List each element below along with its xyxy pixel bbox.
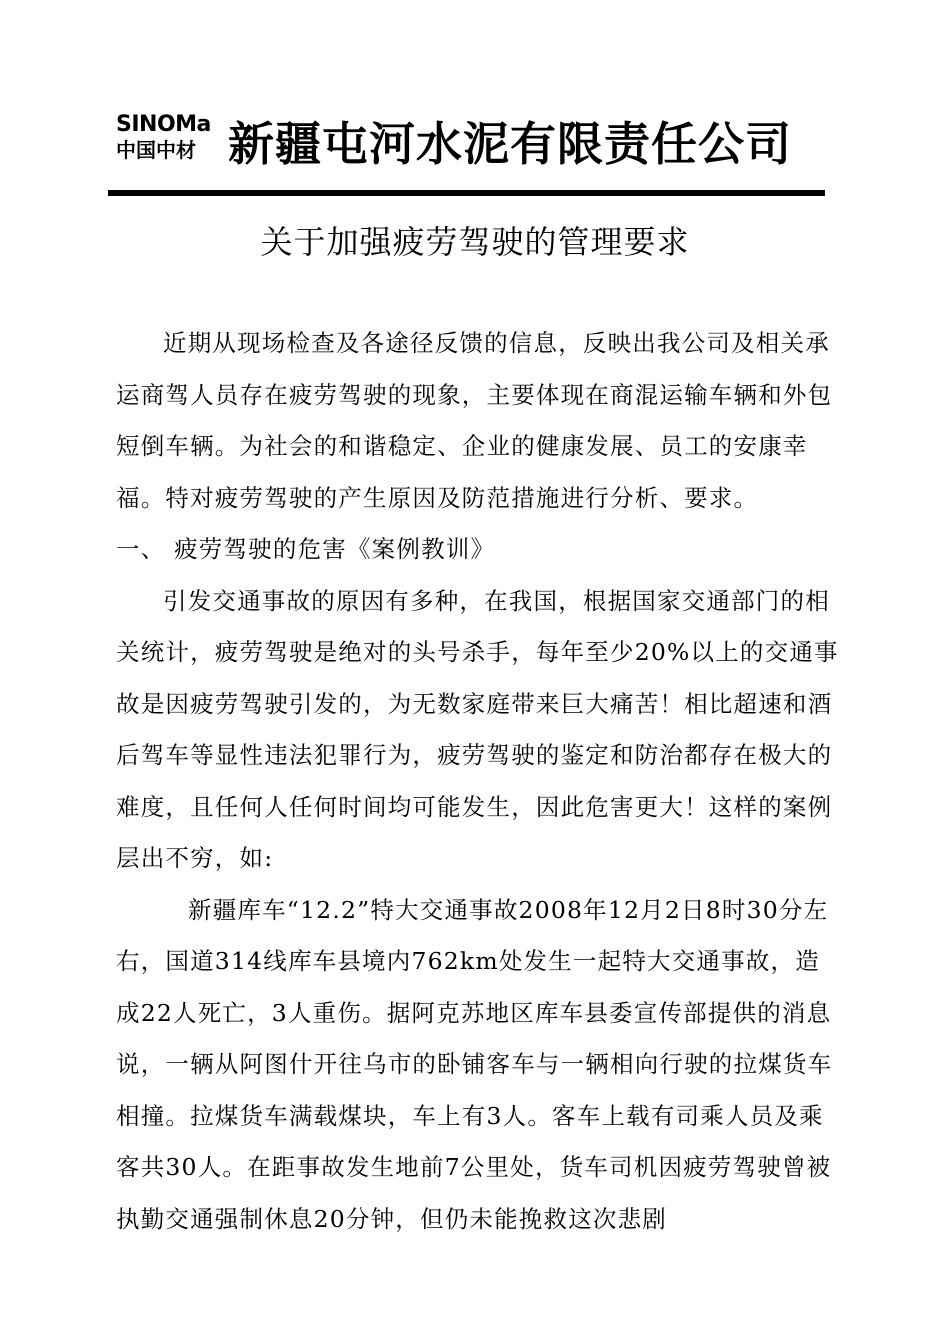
header-divider	[108, 190, 825, 196]
paragraph-case-study: 新疆库车“12.2”特大交通事故2008年12月2日8时30分左右，国道314线库车县境内762km处发生一起特大交通事故，造成22人死亡，3人重伤。据阿克苏地区库车县委宣传部提供的消息说，一辆从阿图什开往乌市的卧铺客车与一辆相向行驶的拉煤货车相撞。拉煤货车满载煤块，车上有3人。客车上载有司乘人员及乘客共30人。在距事故发生地前7公里处，货车司机因疲劳驾驶曾被执勤交通强制休息20分钟，但仍未能挽救这次悲剧	[116, 895, 833, 1233]
letterhead	[108, 112, 824, 182]
paragraph-intro: 近期从现场检查及各途径反馈的信息，反映出我公司及相关承运商驾人员存在疲劳驾驶的现象，主要体现在商混运输车辆和外包短倒车辆。为社会的和谐稳定、企业的健康发展、员工的安康幸福。特对疲劳驾驶的产生原因及防范措施进行分析、要求。	[116, 329, 833, 512]
paragraph-hazards: 引发交通事故的原因有多种，在我国，根据国家交通部门的相关统计，疲劳驾驶是绝对的头号杀手，每年至少20%以上的交通事故是因疲劳驾驶引发的，为无数家庭带来巨大痛苦！相比超速和酒后驾车等显性违法犯罪行为，疲劳驾驶的鉴定和防治都存在极大的难度，且任何人任何时间均可能发生，因此危害更大！这样的案例层出不穷，如:	[116, 586, 839, 872]
document-body	[116, 318, 840, 1245]
section-heading-1: 一、 疲劳驾驶的危害《案例教训》	[116, 535, 496, 563]
company-name: 新疆屯河水泥有限责任公司	[228, 117, 792, 171]
document-title: 关于加强疲劳驾驶的管理要求	[260, 223, 690, 261]
logo-english-text: SINOMa	[116, 112, 211, 137]
sinoma-logo	[116, 112, 231, 168]
logo-chinese-text: 中国中材	[116, 138, 196, 162]
